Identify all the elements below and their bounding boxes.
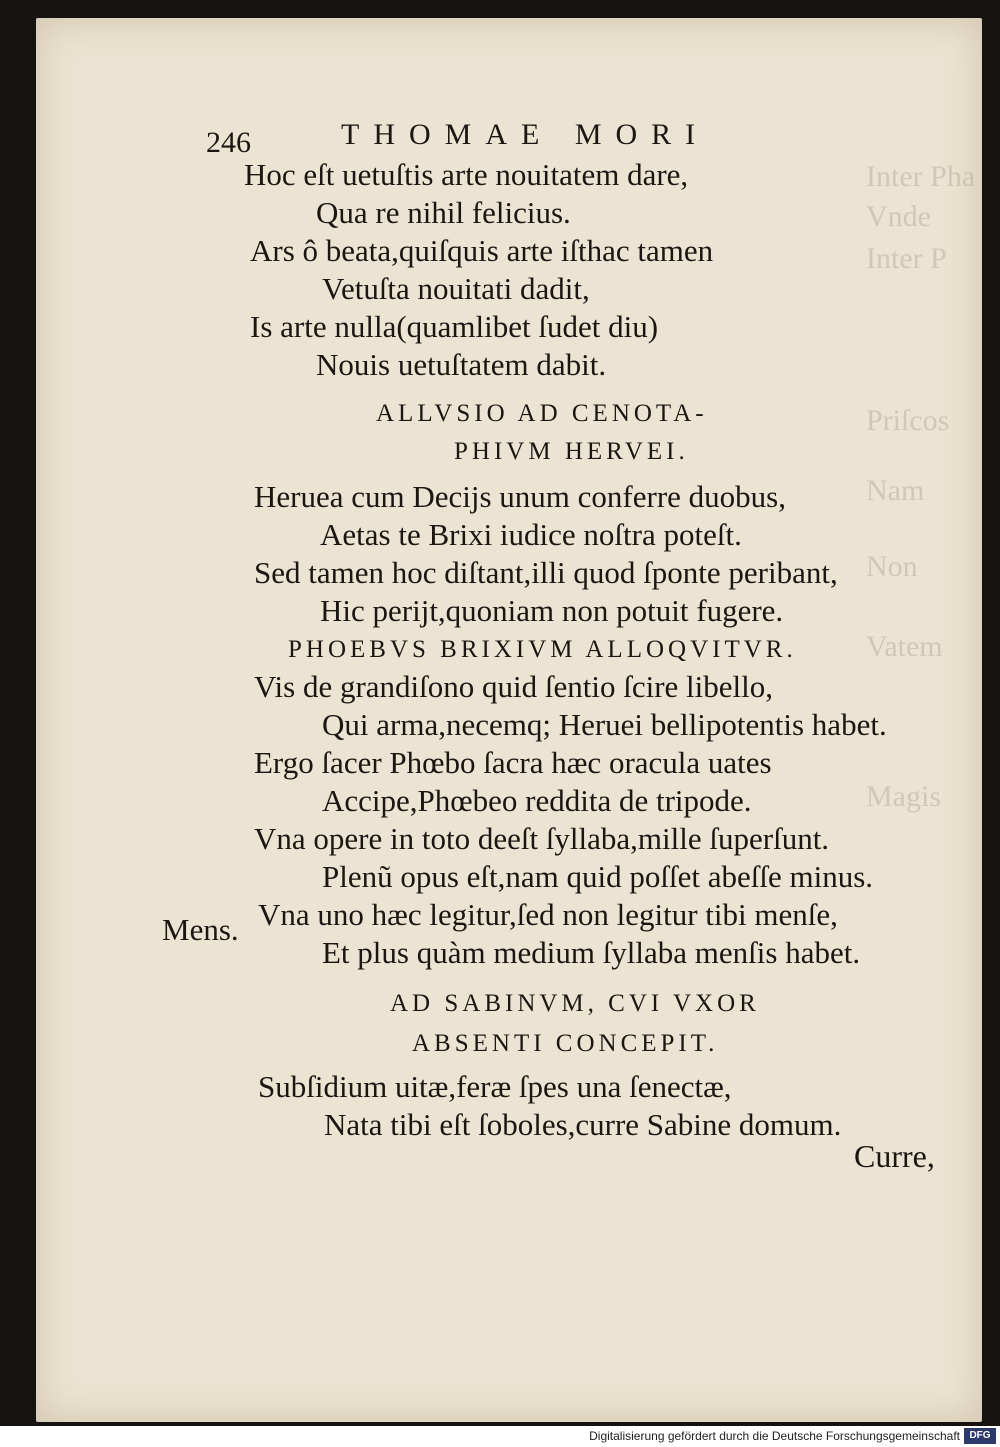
verse-line: Vna opere in toto deeſt ſyllaba,mille ſuperſunt. [254,821,830,856]
verse-line: Vna uno hæc legitur,ſed non legitur tibi menſe, [258,897,838,932]
show-through-text: Vnde [866,200,931,233]
show-through-text: Non [866,550,918,583]
show-through-text: Priſcos [866,404,950,437]
verse-line: Ergo ſacer Phœbo ſacra hæc oracula uates [254,745,772,780]
show-through-text: Inter Pha [866,160,976,193]
digitization-footer [0,1426,1000,1447]
verse-line: Ars ô beata,quiſquis arte iſthac tamen [250,233,714,268]
show-through-text: Vatem [866,630,943,663]
verse-line: Qua re nihil felicius. [316,195,571,230]
poem-title: PHIVM HERVEI. [454,438,689,465]
verse-line: Qui arma,necemq; Heruei bellipotentis habet. [322,707,887,742]
funding-credit: Digitalisierung gefördert durch die Deutsche Forschungsgemeinschaft [589,1429,960,1443]
show-through-text: Inter P [866,242,947,275]
verse-line: Nouis uetuſtatem dabit. [316,347,607,382]
verse-line: Hic perijt,quoniam non potuit fugere. [320,593,784,628]
show-through-text: Magis [866,780,941,813]
verse-line: Subſidium uitæ,feræ ſpes una ſenectæ, [258,1069,732,1104]
verse-line: Sed tamen hoc diſtant,illi quod ſponte peribant, [254,555,838,590]
verse-line: Vis de grandiſono quid ſentio ſcire libello, [254,669,774,704]
verse-line: Plenũ opus eſt,nam quid poſſet abeſſe minus. [322,859,874,894]
verse-line: Accipe,Phœbeo reddita de tripode. [322,783,752,818]
verse-line: Is arte nulla(quamlibet ſudet diu) [250,309,659,344]
poem-title: AD SABINVM, CVI VXOR [390,990,760,1017]
show-through-text: Nam [866,474,925,507]
catchword: Curre, [854,1138,935,1174]
poem-title: ALLVSIO AD CENOTA- [376,400,708,427]
marginal-note: Mens. [162,912,239,947]
verse-line: Aetas te Brixi iudice noſtra poteſt. [320,517,742,552]
verse-line: Et plus quàm medium ſyllaba menſis habet. [322,935,861,970]
dfg-logo: DFG [964,1428,996,1444]
page-number: 246 [206,126,251,159]
book-page [36,18,982,1422]
poem-title: ABSENTI CONCEPIT. [412,1030,719,1057]
verse-line: Nata tibi eſt ſoboles,curre Sabine domum. [324,1107,842,1142]
verse-line: Heruea cum Decijs unum conferre duobus, [254,479,786,514]
verse-line: Vetuſta nouitati dadit, [322,271,590,306]
poem-title: PHOEBVS BRIXIVM ALLOQVITVR. [288,636,797,663]
running-title: THOMAE MORI [341,118,710,151]
verse-line: Hoc eſt uetuſtis arte nouitatem dare, [244,157,689,192]
